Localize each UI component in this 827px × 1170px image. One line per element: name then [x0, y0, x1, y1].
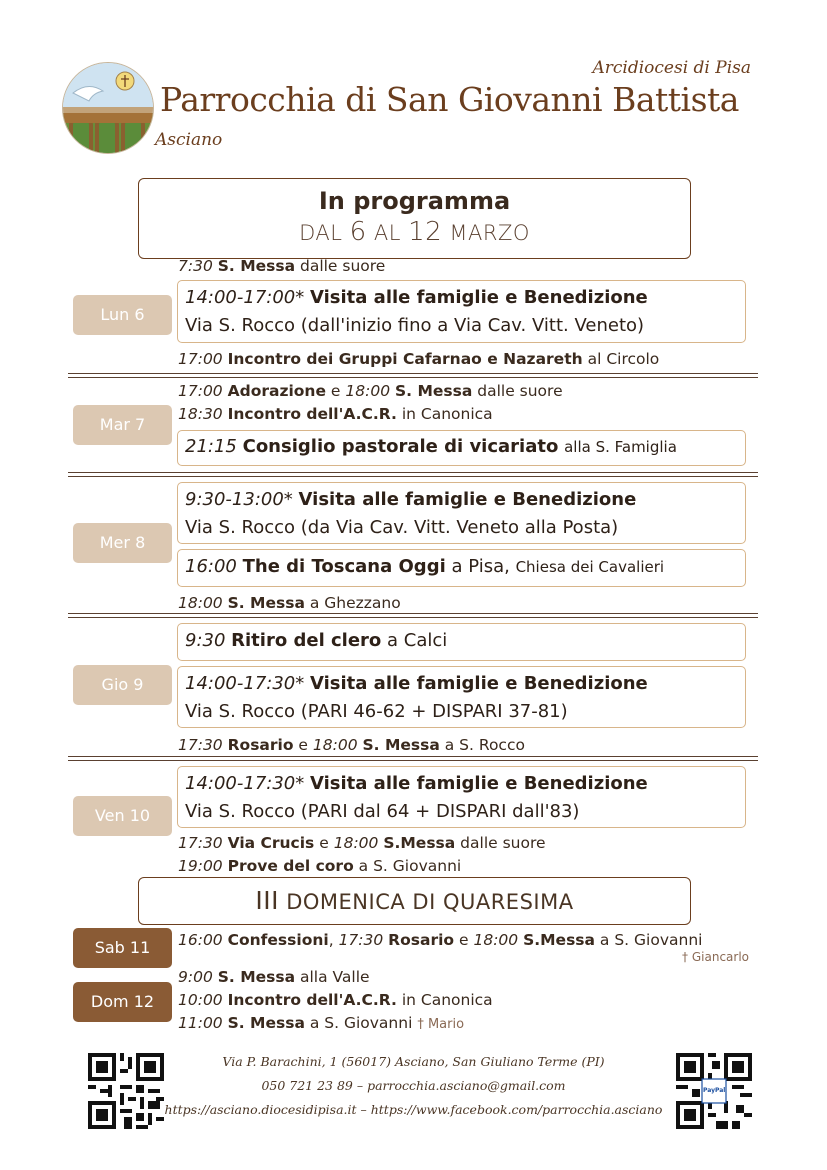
range-from: 6: [349, 217, 367, 247]
event-mar-3-box: 21:15 Consiglio pastorale di vicariato alla S. Famiglia: [177, 430, 746, 466]
event-lun-2-box: 14:00-17:00* Visita alle famiglie e Benedizione Via S. Rocco (dall'inizio fino a Via Cav. Vitt. Veneto): [177, 280, 746, 343]
event-mer-2-box: 16:00 The di Toscana Oggi a Pisa, Chiesa dei Cavalieri: [177, 549, 746, 587]
event-ven-1-box: 14:00-17:30* Visita alle famiglie e Benedizione Via S. Rocco (PARI dal 64 + DISPARI dall'83): [177, 766, 746, 828]
logo-icon: [63, 63, 153, 153]
day-chip-mer: Mer 8: [73, 523, 172, 563]
event-gio-2-box: 14:00-17:30* Visita alle famiglie e Benedizione Via S. Rocco (PARI 46-62 + DISPARI 37-81): [177, 666, 746, 728]
range-prefix: DAL: [299, 221, 343, 245]
day-separator: [68, 373, 758, 378]
paypal-logo: PayPal: [703, 1087, 726, 1094]
day-chip-gio: Gio 9: [73, 665, 172, 705]
day-separator: [68, 756, 758, 761]
event-ven-3: 19:00 Prove del coro a S. Giovanni: [178, 857, 462, 875]
event-ven-2: 17:30 Via Crucis e 18:00 S.Messa dalle suore: [178, 834, 546, 852]
parish-name: Parrocchia di San Giovanni Battista: [160, 80, 739, 119]
sunday-text: DOMENICA DI QUARESIMA: [286, 890, 574, 914]
sunday-banner: [138, 877, 691, 925]
event-dom-1: 9:00 S. Messa alla Valle: [178, 968, 370, 986]
event-gio-1-box: 9:30 Ritiro del clero a Calci: [177, 623, 746, 661]
town-name: Asciano: [155, 130, 223, 150]
event-lun-1: 7:30 S. Messa dalle suore: [178, 257, 386, 275]
range-mid: AL: [373, 221, 401, 245]
range-month: MARZO: [449, 221, 530, 245]
event-mar-1: 17:00 Adorazione e 18:00 S. Messa dalle suore: [178, 382, 563, 400]
event-sab-1: 16:00 Confessioni, 17:30 Rosario e 18:00 S.Messa a S. Giovanni: [178, 931, 703, 949]
sab-memorial-note: † Giancarlo: [682, 950, 749, 964]
range-to: 12: [408, 217, 443, 247]
day-chip-sab: Sab 11: [73, 928, 172, 968]
diocese-name: Arcidiocesi di Pisa: [592, 58, 751, 78]
day-chip-dom: Dom 12: [73, 982, 172, 1022]
event-mar-2: 18:30 Incontro dell'A.C.R. in Canonica: [178, 405, 493, 423]
sunday-numeral: III: [255, 886, 280, 915]
program-title-box: [138, 178, 691, 259]
day-chip-ven: Ven 10: [73, 796, 172, 836]
event-lun-3: 17:00 Incontro dei Gruppi Cafarnao e Nazareth al Circolo: [178, 350, 660, 368]
footer-links[interactable]: https://asciano.diocesidipisa.it – https://www.facebook.com/parrocchia.asciano: [164, 1102, 663, 1117]
day-separator: [68, 613, 758, 618]
event-dom-3: 11:00 S. Messa a S. Giovanni † Mario: [178, 1014, 465, 1032]
program-title: In programma: [318, 187, 511, 215]
day-chip-mar: Mar 7: [73, 405, 172, 445]
footer-address: Via P. Barachini, 1 (56017) Asciano, San Giuliano Terme (PI): [222, 1054, 605, 1069]
event-dom-2: 10:00 Incontro dell'A.C.R. in Canonica: [178, 991, 493, 1009]
footer-contacts[interactable]: 050 721 23 89 – parrocchia.asciano@gmail.com: [261, 1078, 566, 1093]
program-date-range: [139, 217, 690, 247]
day-separator: [68, 472, 758, 477]
event-mer-1-box: 9:30-13:00* Visita alle famiglie e Benedizione Via S. Rocco (da Via Cav. Vitt. Veneto alla Posta): [177, 482, 746, 544]
parish-logo: [62, 62, 154, 154]
event-mer-3: 18:00 S. Messa a Ghezzano: [178, 594, 401, 612]
day-chip-lun: Lun 6: [73, 295, 172, 335]
event-gio-3: 17:30 Rosario e 18:00 S. Messa a S. Rocco: [178, 736, 525, 754]
